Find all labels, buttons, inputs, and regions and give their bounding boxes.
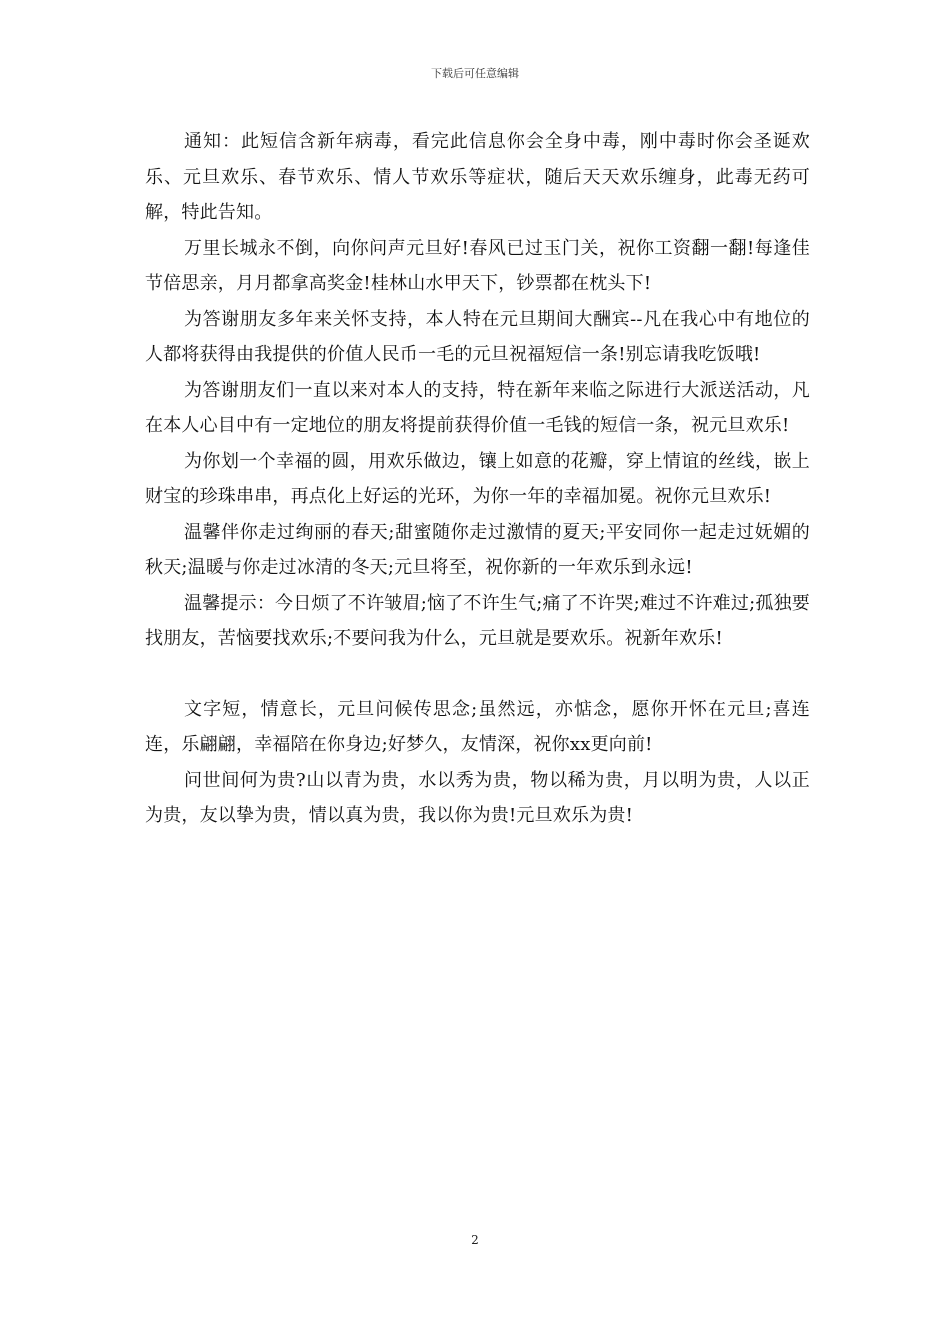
paragraph-four-seasons: 温馨伴你走过绚丽的春天;甜蜜随你走过激情的夏天;平安同你一起走过妩媚的秋天;温暖与你走过冰清的冬天;元旦将至，祝你新的一年欢乐到永远! <box>145 521 810 578</box>
paragraph-warm-tips: 温馨提示：今日烦了不许皱眉;恼了不许生气;痛了不许哭;难过不许难过;孤独要找朋友，苦恼要找欢乐;不要问我为什么，元旦就是要欢乐。祝新年欢乐! <box>145 592 810 649</box>
paragraph-thanks-friends: 为答谢朋友多年来关怀支持，本人特在元旦期间大酬宾--凡在我心中有地位的人都将获得由我提供的价值人民币一毛的元旦祝福短信一条!别忘请我吃饭哦! <box>145 308 810 365</box>
page-header: 下载后可任意编辑 <box>431 67 519 80</box>
paragraph-what-is-precious: 问世间何为贵?山以青为贵，水以秀为贵，物以稀为贵，月以明为贵，人以正为贵，友以挚为贵，情以真为贵，我以你为贵!元旦欢乐为贵! <box>145 769 810 826</box>
paragraph-thanks-support: 为答谢朋友们一直以来对本人的支持，特在新年来临之际进行大派送活动，凡在本人心目中有一定地位的朋友将提前获得价值一毛钱的短信一条，祝元旦欢乐! <box>145 379 810 436</box>
paragraph-happy-circle: 为你划一个幸福的圆，用欢乐做边，镶上如意的花瓣，穿上情谊的丝线，嵌上财宝的珍珠串串，再点化上好运的光环，为你一年的幸福加冕。祝你元旦欢乐! <box>145 450 810 507</box>
page-number: 2 <box>471 1233 479 1247</box>
paragraph-short-words: 文字短，情意长，元旦问候传思念;虽然远，亦惦念，愿你开怀在元旦;喜连连，乐翩翩，幸福陪在你身边;好梦久，友情深，祝你xx更向前! <box>145 698 810 755</box>
paragraph-great-wall: 万里长城永不倒，向你问声元旦好!春风已过玉门关，祝你工资翻一翻!每逢佳节倍思亲，月月都拿高奖金!桂林山水甲天下，钞票都在枕头下! <box>145 237 810 294</box>
document-body <box>145 124 810 834</box>
paragraph-notice: 通知：此短信含新年病毒，看完此信息你会全身中毒，刚中毒时你会圣诞欢乐、元旦欢乐、春节欢乐、情人节欢乐等症状，随后天天欢乐缠身，此毒无药可解，特此告知。 <box>145 131 810 223</box>
